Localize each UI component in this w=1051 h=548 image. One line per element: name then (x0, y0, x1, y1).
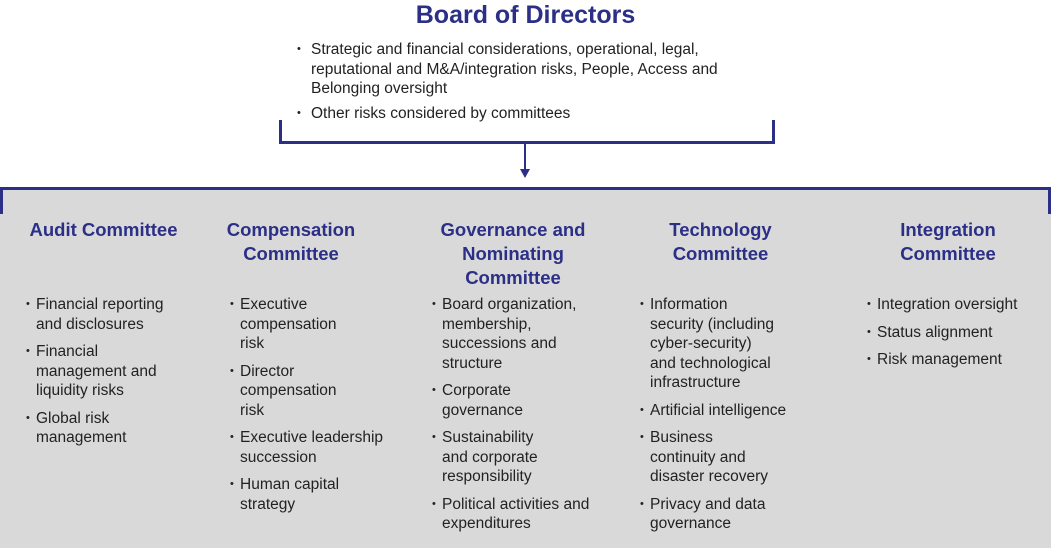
committee-item-list (640, 295, 800, 542)
committee-item: • Financial reporting and disclosures (26, 295, 181, 334)
committee-item: • Board organization, membership, successions and structure (432, 295, 597, 373)
committee-item: • Executive compensation risk (230, 295, 350, 354)
committee-item: • Artificial intelligence (640, 401, 800, 421)
committee-item-list (230, 295, 392, 522)
committee-title: Technology Committee (669, 219, 772, 264)
committee-item: • Status alignment (867, 323, 1042, 343)
board-bullet-list (295, 40, 745, 128)
board-bullet: • Other risks considered by committees (295, 104, 745, 124)
down-arrow-icon (520, 169, 530, 178)
committee-item: • Integration oversight (867, 295, 1042, 315)
committee-item: • Risk management (867, 350, 1042, 370)
connector-line (524, 144, 526, 170)
committee-item: • Corporate governance (432, 381, 542, 420)
committee-title: Governance and Nominating Committee (440, 219, 586, 288)
committee-item-list (867, 295, 1042, 378)
board-title: Board of Directors (415, 1, 636, 29)
committee-title: Audit Committee (29, 219, 178, 240)
committee-item: • Information security (including cyber-security) and technological infrastructure (640, 295, 775, 393)
committee-item: • Director compensation risk (230, 362, 350, 421)
board-bullet: • Strategic and financial considerations, operational, legal, reputational and M&A/integration risks, People, Access and Belonging oversight (295, 40, 745, 99)
committee-item-list (432, 295, 597, 542)
committee-title: Compensation Committee (226, 219, 356, 264)
committee-item: • Sustainability and corporate responsibility (432, 428, 557, 487)
board-bracket (279, 120, 775, 144)
committee-item: • Global risk management (26, 409, 181, 448)
committees-panel (0, 187, 1051, 548)
committee-item: • Executive leadership succession (230, 428, 392, 467)
committee-item: • Privacy and data governance (640, 495, 790, 534)
committee-item: • Human capital strategy (230, 475, 392, 514)
committee-item: • Business continuity and disaster recovery (640, 428, 778, 487)
committee-item: • Political activities and expenditures (432, 495, 597, 534)
committee-item-list (26, 295, 181, 456)
committee-title: Integration Committee (900, 219, 996, 264)
committee-item: • Financial management and liquidity risks (26, 342, 181, 401)
